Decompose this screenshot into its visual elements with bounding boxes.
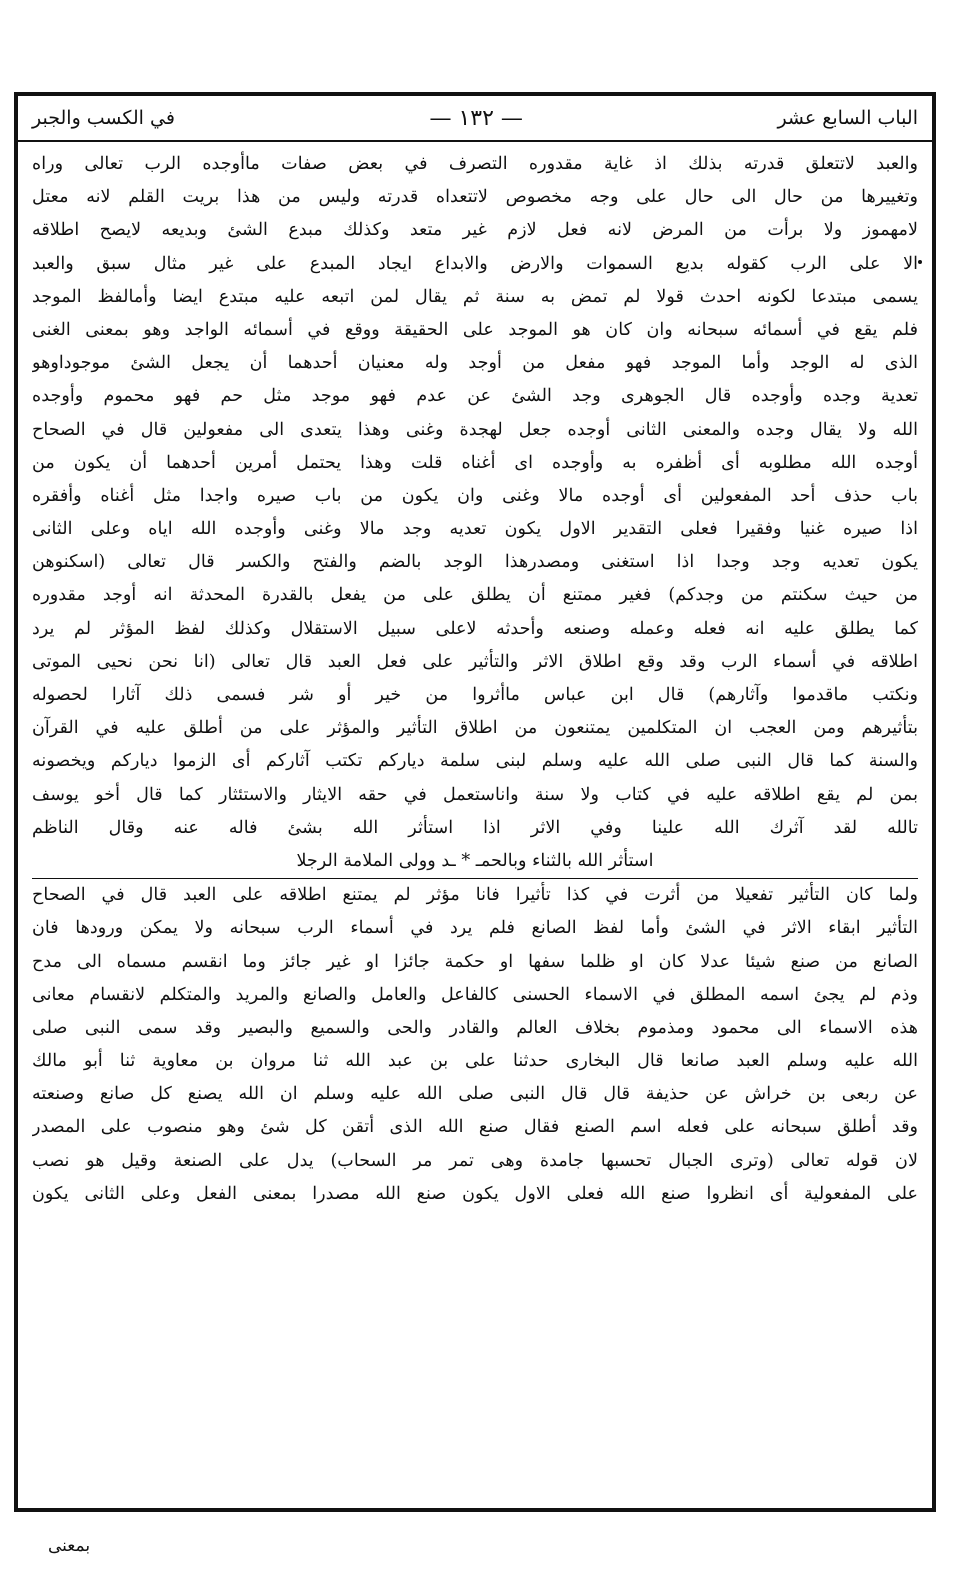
verse-line: استأثر الله بالثناء وبالحمـ * ـد وولى الملامة الرجلا xyxy=(32,845,918,879)
text-line: على المفعولية أى انظروا صنع الله فعلى الاول يكون صنع الله مصدرا بمعنى الفعل وعلى الثانى يكون xyxy=(32,1183,918,1204)
text-line: لان قوله تعالى (وترى الجبال تحسبها جامدة وهى تمر مر السحاب) يدل على الصنعة وقيل هو نصب xyxy=(32,1150,918,1171)
text-line: أوجده الله مطلوبه أى أظفره به وأوجده اى أغناه قلت وهذا يحتمل أمرين أحدهما أن يكون من xyxy=(32,452,918,473)
main-text xyxy=(32,148,918,1211)
text-line: الصانع من صنع شيئا عدلا كان او ظلما سفها او حكمة جائزا او غير جائز وما انقسم مسماه الى مدح xyxy=(32,951,918,972)
text-line: باب حذف أحد المفعولين أى أوجده مالا وغنى وان يكون من باب صيره واجدا مثل أغناه وأفقره xyxy=(32,485,918,506)
text-line: بتأثيرهم ومن العجب ان المتكلمين يمتنعون من اطلاق التأثير والمؤثر على من أطلق عليه في القرآن xyxy=(32,718,918,739)
text-line: اذا صيره غنيا وفقيرا فعلى التقدير الاول يكون تعديه وجد مالا وغنى وأوجده الله اياه وعلى الثانى xyxy=(32,519,918,540)
running-header xyxy=(18,96,932,142)
text-line: تالله لقد آثرك الله علينا وفي الاثر اذا استأثر الله بشئ فاله عنه وقال الناظم xyxy=(32,817,918,838)
text-line: وتغييرها من حال الى حال على وجه مخصوص لاتتعداه قدرته وليس من هذا بريت القلم لانه معتل xyxy=(32,187,918,208)
text-line: لامهموز ولا برأت من المرض لانه فعل لازم غير متعد وكذلك مبدع الشئ وبديعه لايصح اطلاقه xyxy=(32,220,918,241)
text-line: يسمى مبتدعا لكونه احدث قولا لم تمض به سنة ثم يقال لمن اتبعه عليه مبتدع ايضا وأمالفظ الموجد xyxy=(32,286,918,307)
catchword: بمعنى xyxy=(48,1536,91,1556)
text-line: الا على الرب كقوله بديع السموات والارض والابداع ايجاد المبدع على غير مثال سبق والعبد xyxy=(32,253,918,274)
page-number: — ١٣٢ — xyxy=(429,105,523,131)
text-line: بمن لم يقع اطلاقه عليه في كتاب ولا سنة واناستعمل في حقه الايثار والاستئثار كما قال أخو يوسف xyxy=(32,784,918,805)
text-line: الله ولا يقال وجده والمعنى الثانى أوجده جعل لهجدة وغنى وهذا يتعدى الى مفعولين قال في الصحاح xyxy=(32,419,918,440)
text-line: وقد أطلق سبحانه على فعله اسم الصنع فقال صنع الله الذى أتقن كل شئ وهو منصوب على المصدر xyxy=(32,1117,918,1138)
text-line: كما يطلق عليه انه فعله وعمله وصنعه وأحدثه لاعلى سبيل الاستقلال وكذلك لفظ المؤثر لم يرد xyxy=(32,618,918,639)
text-line: عن ربعى بن خراش عن حذيفة قال قال النبى صلى الله عليه وسلم ان الله يصنع كل صانع وصنعته xyxy=(32,1084,918,1105)
text-line: ونكتب ماقدموا وآثارهم) قال ابن عباس ماأثروا من خير أو شر فسمى ذلك آثارا لحصوله xyxy=(32,685,918,705)
topic-title: في الكسب والجبر xyxy=(32,107,175,129)
text-line: والعبد لاتتعلق قدرته بذلك اذ غاية مقدوره التصرف في بعض صفات ماأوجده الرب تعالى وراه xyxy=(32,154,918,174)
text-line: يكون تعديه وجد وجدا اذا استغنى ومصدرهذا الوجد بالضم والفتح والكسر قال تعالى (اسكنوهن xyxy=(32,552,918,573)
text-line: هذه الاسماء الى محمود ومذموم بخلاف العالم والقادر والحى والسميع والبصير وقد سمى النبى صلى xyxy=(32,1017,918,1038)
text-line: وذم لم يجئ اسمه المطلق في الاسماء الحسنى كالفاعل والعامل والصانع والمريد والمتكلم لانقسام معانى xyxy=(32,984,918,1005)
chapter-title: الباب السابع عشر xyxy=(777,107,918,129)
text-line: تعدية وجده وأوجده قال الجوهرى وجد الشئ عن عدم فهو موجد مثل حم فهو محموم وأوجده xyxy=(32,386,918,407)
text-line: والسنة كما قال النبى صلى الله عليه وسلم لبنى سلمة دياركم تكتب آثاركم أى الزموا دياركم ويخصونه xyxy=(32,751,918,772)
text-line: فلم يقع في أسمائه سبحانه وان كان هو الموجد على الحقيقة ووقع في أسمائه الواجد وهو بمعنى الغنى xyxy=(32,319,918,340)
page-frame xyxy=(14,92,936,1512)
text-line: التأثير ابقاء الاثر في الشئ وأما لفظ الصانع فلم يرد في أسماء الرب سبحانه ولا يمكن ورودها فان xyxy=(32,918,918,939)
text-line: ولما كان التأثير تفعيلا من أثرت في كذا تأثيرا فانا مؤثر لم يمتنع اطلاقه على العبد قال في الصحاح xyxy=(32,885,918,906)
text-line: من حيث سكنتم من وجدكم) فغير ممتنع أن يطلق على من يفعل بالقدرة المحدثة انه أوجد مقدوره xyxy=(32,585,918,606)
text-line: اطلاقه في أسماء الرب وقد وقع اطلاق الاثر والتأثير على فعل العبد قال تعالى (انا نحن نحيى الموتى xyxy=(32,651,918,672)
text-line: الذى له الوجد وأما الموجد فهو مفعل من أوجد وله معنيان أحدهما أن يجعل الشئ موجوداوهو xyxy=(32,353,918,374)
text-line: الله عليه وسلم العبد صانعا قال البخارى حدثنا على بن عبد الله ثنا مروان بن معاوية ثنا أبو مالك xyxy=(32,1051,918,1072)
